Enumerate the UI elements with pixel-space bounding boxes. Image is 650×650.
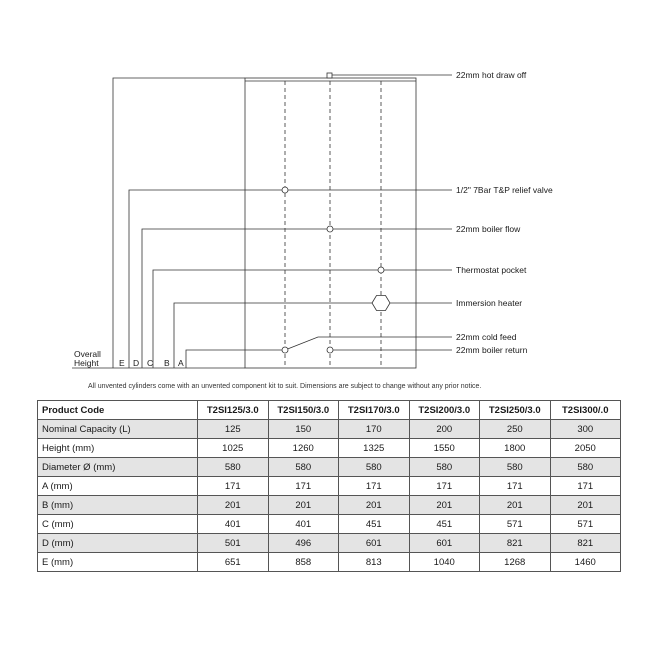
table-row xyxy=(38,515,621,534)
dim-letter-a: A xyxy=(178,358,184,368)
table-row xyxy=(38,420,621,439)
table-cell: 451 xyxy=(409,515,480,534)
table-cell: 601 xyxy=(409,534,480,553)
table-cell: 201 xyxy=(339,496,410,515)
row-label: E (mm) xyxy=(38,553,198,572)
table-cell: 1800 xyxy=(480,439,551,458)
row-label: Diameter Ø (mm) xyxy=(38,458,198,477)
label-cold-feed: 22mm cold feed xyxy=(456,332,517,342)
table-cell: 821 xyxy=(550,534,621,553)
table-cell: 170 xyxy=(339,420,410,439)
table-cell: 401 xyxy=(268,515,339,534)
table-cell: 1460 xyxy=(550,553,621,572)
dim-line-a xyxy=(186,350,285,368)
table-cell: 201 xyxy=(409,496,480,515)
table-cell: 201 xyxy=(268,496,339,515)
table-cell: 1268 xyxy=(480,553,551,572)
table-cell: 125 xyxy=(198,420,269,439)
dim-letter-e: E xyxy=(119,358,125,368)
dim-line-c xyxy=(153,270,381,368)
dim-line-b xyxy=(174,303,372,368)
row-label: B (mm) xyxy=(38,496,198,515)
header-cell: T2SI250/3.0 xyxy=(480,401,551,420)
dim-line-d xyxy=(142,229,330,368)
product-spec-table xyxy=(37,400,621,572)
table-cell: 1025 xyxy=(198,439,269,458)
boiler-return-connector xyxy=(327,347,333,353)
table-cell: 200 xyxy=(409,420,480,439)
table-cell: 171 xyxy=(268,477,339,496)
row-label: Nominal Capacity (L) xyxy=(38,420,198,439)
overall-height-dim-line xyxy=(113,78,245,368)
dim-line-e xyxy=(129,190,285,368)
table-cell: 651 xyxy=(198,553,269,572)
cylinder-outline xyxy=(245,78,416,368)
hot-draw-off-connector xyxy=(327,73,332,78)
overall-height-label-line1: Overall xyxy=(74,349,101,359)
table-cell: 300 xyxy=(550,420,621,439)
header-cell: T2SI125/3.0 xyxy=(198,401,269,420)
table-cell: 821 xyxy=(480,534,551,553)
row-label: Height (mm) xyxy=(38,439,198,458)
table-header-row xyxy=(38,401,621,420)
table-cell: 1260 xyxy=(268,439,339,458)
dim-letter-c: C xyxy=(147,358,154,368)
leader-cold-feed xyxy=(285,337,452,350)
boiler-flow-connector xyxy=(327,226,333,232)
table-cell: 813 xyxy=(339,553,410,572)
table-cell: 1325 xyxy=(339,439,410,458)
table-row xyxy=(38,458,621,477)
header-cell: Product Code xyxy=(38,401,198,420)
header-cell: T2SI200/3.0 xyxy=(409,401,480,420)
table-cell: 580 xyxy=(550,458,621,477)
table-row xyxy=(38,439,621,458)
table-cell: 171 xyxy=(409,477,480,496)
table-cell: 580 xyxy=(339,458,410,477)
label-thermostat-pocket: Thermostat pocket xyxy=(456,265,527,275)
row-label: D (mm) xyxy=(38,534,198,553)
table-cell: 496 xyxy=(268,534,339,553)
immersion-heater-connector xyxy=(372,296,390,311)
label-hot-draw-off: 22mm hot draw off xyxy=(456,70,527,80)
disclaimer-note: All unvented cylinders come with an unvented component kit to suit. Dimensions are subject to change without any prior notice. xyxy=(88,383,482,390)
table-row xyxy=(38,496,621,515)
table-cell: 171 xyxy=(339,477,410,496)
table-cell: 580 xyxy=(268,458,339,477)
table-cell: 580 xyxy=(480,458,551,477)
table-cell: 580 xyxy=(409,458,480,477)
label-immersion-heater: Immersion heater xyxy=(456,298,523,308)
dim-letter-d: D xyxy=(133,358,140,368)
table-cell: 601 xyxy=(339,534,410,553)
table-cell: 201 xyxy=(480,496,551,515)
table-cell: 1040 xyxy=(409,553,480,572)
header-cell: T2SI150/3.0 xyxy=(268,401,339,420)
header-cell: T2SI300/.0 xyxy=(550,401,621,420)
table-cell: 580 xyxy=(198,458,269,477)
cold-feed-connector xyxy=(282,347,288,353)
table-row xyxy=(38,534,621,553)
table-cell: 171 xyxy=(480,477,551,496)
table-cell: 250 xyxy=(480,420,551,439)
table-cell: 150 xyxy=(268,420,339,439)
table-cell: 201 xyxy=(550,496,621,515)
table-cell: 171 xyxy=(550,477,621,496)
table-cell: 1550 xyxy=(409,439,480,458)
label-boiler-return: 22mm boiler return xyxy=(456,345,528,355)
dim-letter-b: B xyxy=(164,358,170,368)
table-cell: 201 xyxy=(198,496,269,515)
table-cell: 171 xyxy=(198,477,269,496)
table-cell: 2050 xyxy=(550,439,621,458)
row-label: A (mm) xyxy=(38,477,198,496)
table-row xyxy=(38,477,621,496)
table-cell: 451 xyxy=(339,515,410,534)
header-cell: T2SI170/3.0 xyxy=(339,401,410,420)
thermostat-pocket-connector xyxy=(378,267,384,273)
table-row xyxy=(38,553,621,572)
label-relief-valve: 1/2" 7Bar T&P relief valve xyxy=(456,185,553,195)
table-cell: 858 xyxy=(268,553,339,572)
table-cell: 401 xyxy=(198,515,269,534)
label-boiler-flow: 22mm boiler flow xyxy=(456,224,521,234)
table-cell: 501 xyxy=(198,534,269,553)
overall-height-label-line2: Height xyxy=(74,358,99,368)
table-cell: 571 xyxy=(480,515,551,534)
table-cell: 571 xyxy=(550,515,621,534)
relief-valve-connector xyxy=(282,187,288,193)
row-label: C (mm) xyxy=(38,515,198,534)
